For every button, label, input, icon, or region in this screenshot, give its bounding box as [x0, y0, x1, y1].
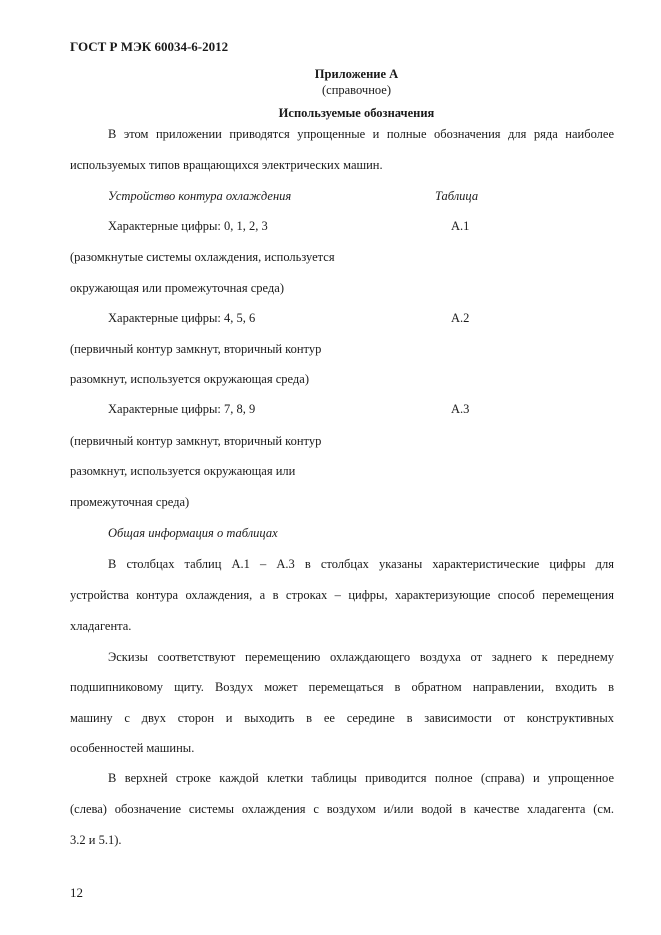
- document-header: ГОСТ Р МЭК 60034-6-2012: [70, 39, 229, 54]
- appendix-title: Приложение А: [314, 67, 399, 81]
- page-number: 12: [70, 885, 83, 900]
- general-p2-line-1: Эскизы соответствуют перемещению охлаждающего воздуха от заднего к переднему: [108, 650, 614, 664]
- toc-row-3-digits: Характерные цифры: 7, 8, 9: [108, 402, 256, 416]
- appendix-heading: Используемые обозначения: [278, 106, 435, 120]
- toc-row-3-table: А.3: [451, 402, 470, 416]
- toc-row-2-desc-2: разомкнут, используется окружающая среда): [70, 372, 309, 386]
- general-p1-line-2: устройства контура охлаждения, а в строках – цифры, характеризующие способ перемещения: [70, 588, 614, 602]
- toc-row-2-desc-1: (первичный контур замкнут, вторичный контур: [70, 342, 322, 356]
- general-p3-line-2: (слева) обозначение системы охлаждения с воздухом и/или водой в качестве хладагента (см.: [70, 802, 614, 816]
- toc-row-1-table: А.1: [451, 219, 470, 233]
- general-p1-line-3: хладагента.: [70, 619, 132, 633]
- general-heading: Общая информация о таблицах: [108, 526, 278, 540]
- toc-row-1-desc-1: (разомкнутые системы охлаждения, используется: [70, 250, 335, 264]
- general-p2-line-4: особенностей машины.: [70, 741, 195, 755]
- general-p2-line-3: машину с двух сторон и выходить в ее середине в зависимости от конструктивных: [70, 711, 614, 725]
- toc-row-2-table: А.2: [451, 311, 470, 325]
- appendix-subtitle: (справочное): [321, 83, 392, 97]
- general-p2-line-2: подшипниковому щиту. Воздух может перемещаться в обратном направлении, входить в: [70, 680, 614, 694]
- toc-column-header-right: Таблица: [435, 189, 479, 203]
- toc-row-2-digits: Характерные цифры: 4, 5, 6: [108, 311, 256, 325]
- intro-line-2: используемых типов вращающихся электрических машин.: [70, 158, 383, 172]
- toc-row-3-desc-2: разомкнут, используется окружающая или: [70, 464, 296, 478]
- general-p1-line-1: В столбцах таблиц А.1 – А.3 в столбцах указаны характеристические цифры для: [108, 557, 614, 571]
- general-p3-line-3: 3.2 и 5.1).: [70, 833, 122, 847]
- toc-row-3-desc-1: (первичный контур замкнут, вторичный контур: [70, 434, 322, 448]
- general-p3-line-1: В верхней строке каждой клетки таблицы приводится полное (справа) и упрощенное: [108, 771, 614, 785]
- intro-line-1: В этом приложении приводятся упрощенные и полные обозначения для ряда наиболее: [108, 127, 614, 141]
- toc-column-header-left: Устройство контура охлаждения: [108, 189, 292, 203]
- toc-row-1-desc-2: окружающая или промежуточная среда): [70, 281, 284, 295]
- toc-row-1-digits: Характерные цифры: 0, 1, 2, 3: [108, 219, 268, 233]
- toc-row-3-desc-3: промежуточная среда): [70, 495, 190, 509]
